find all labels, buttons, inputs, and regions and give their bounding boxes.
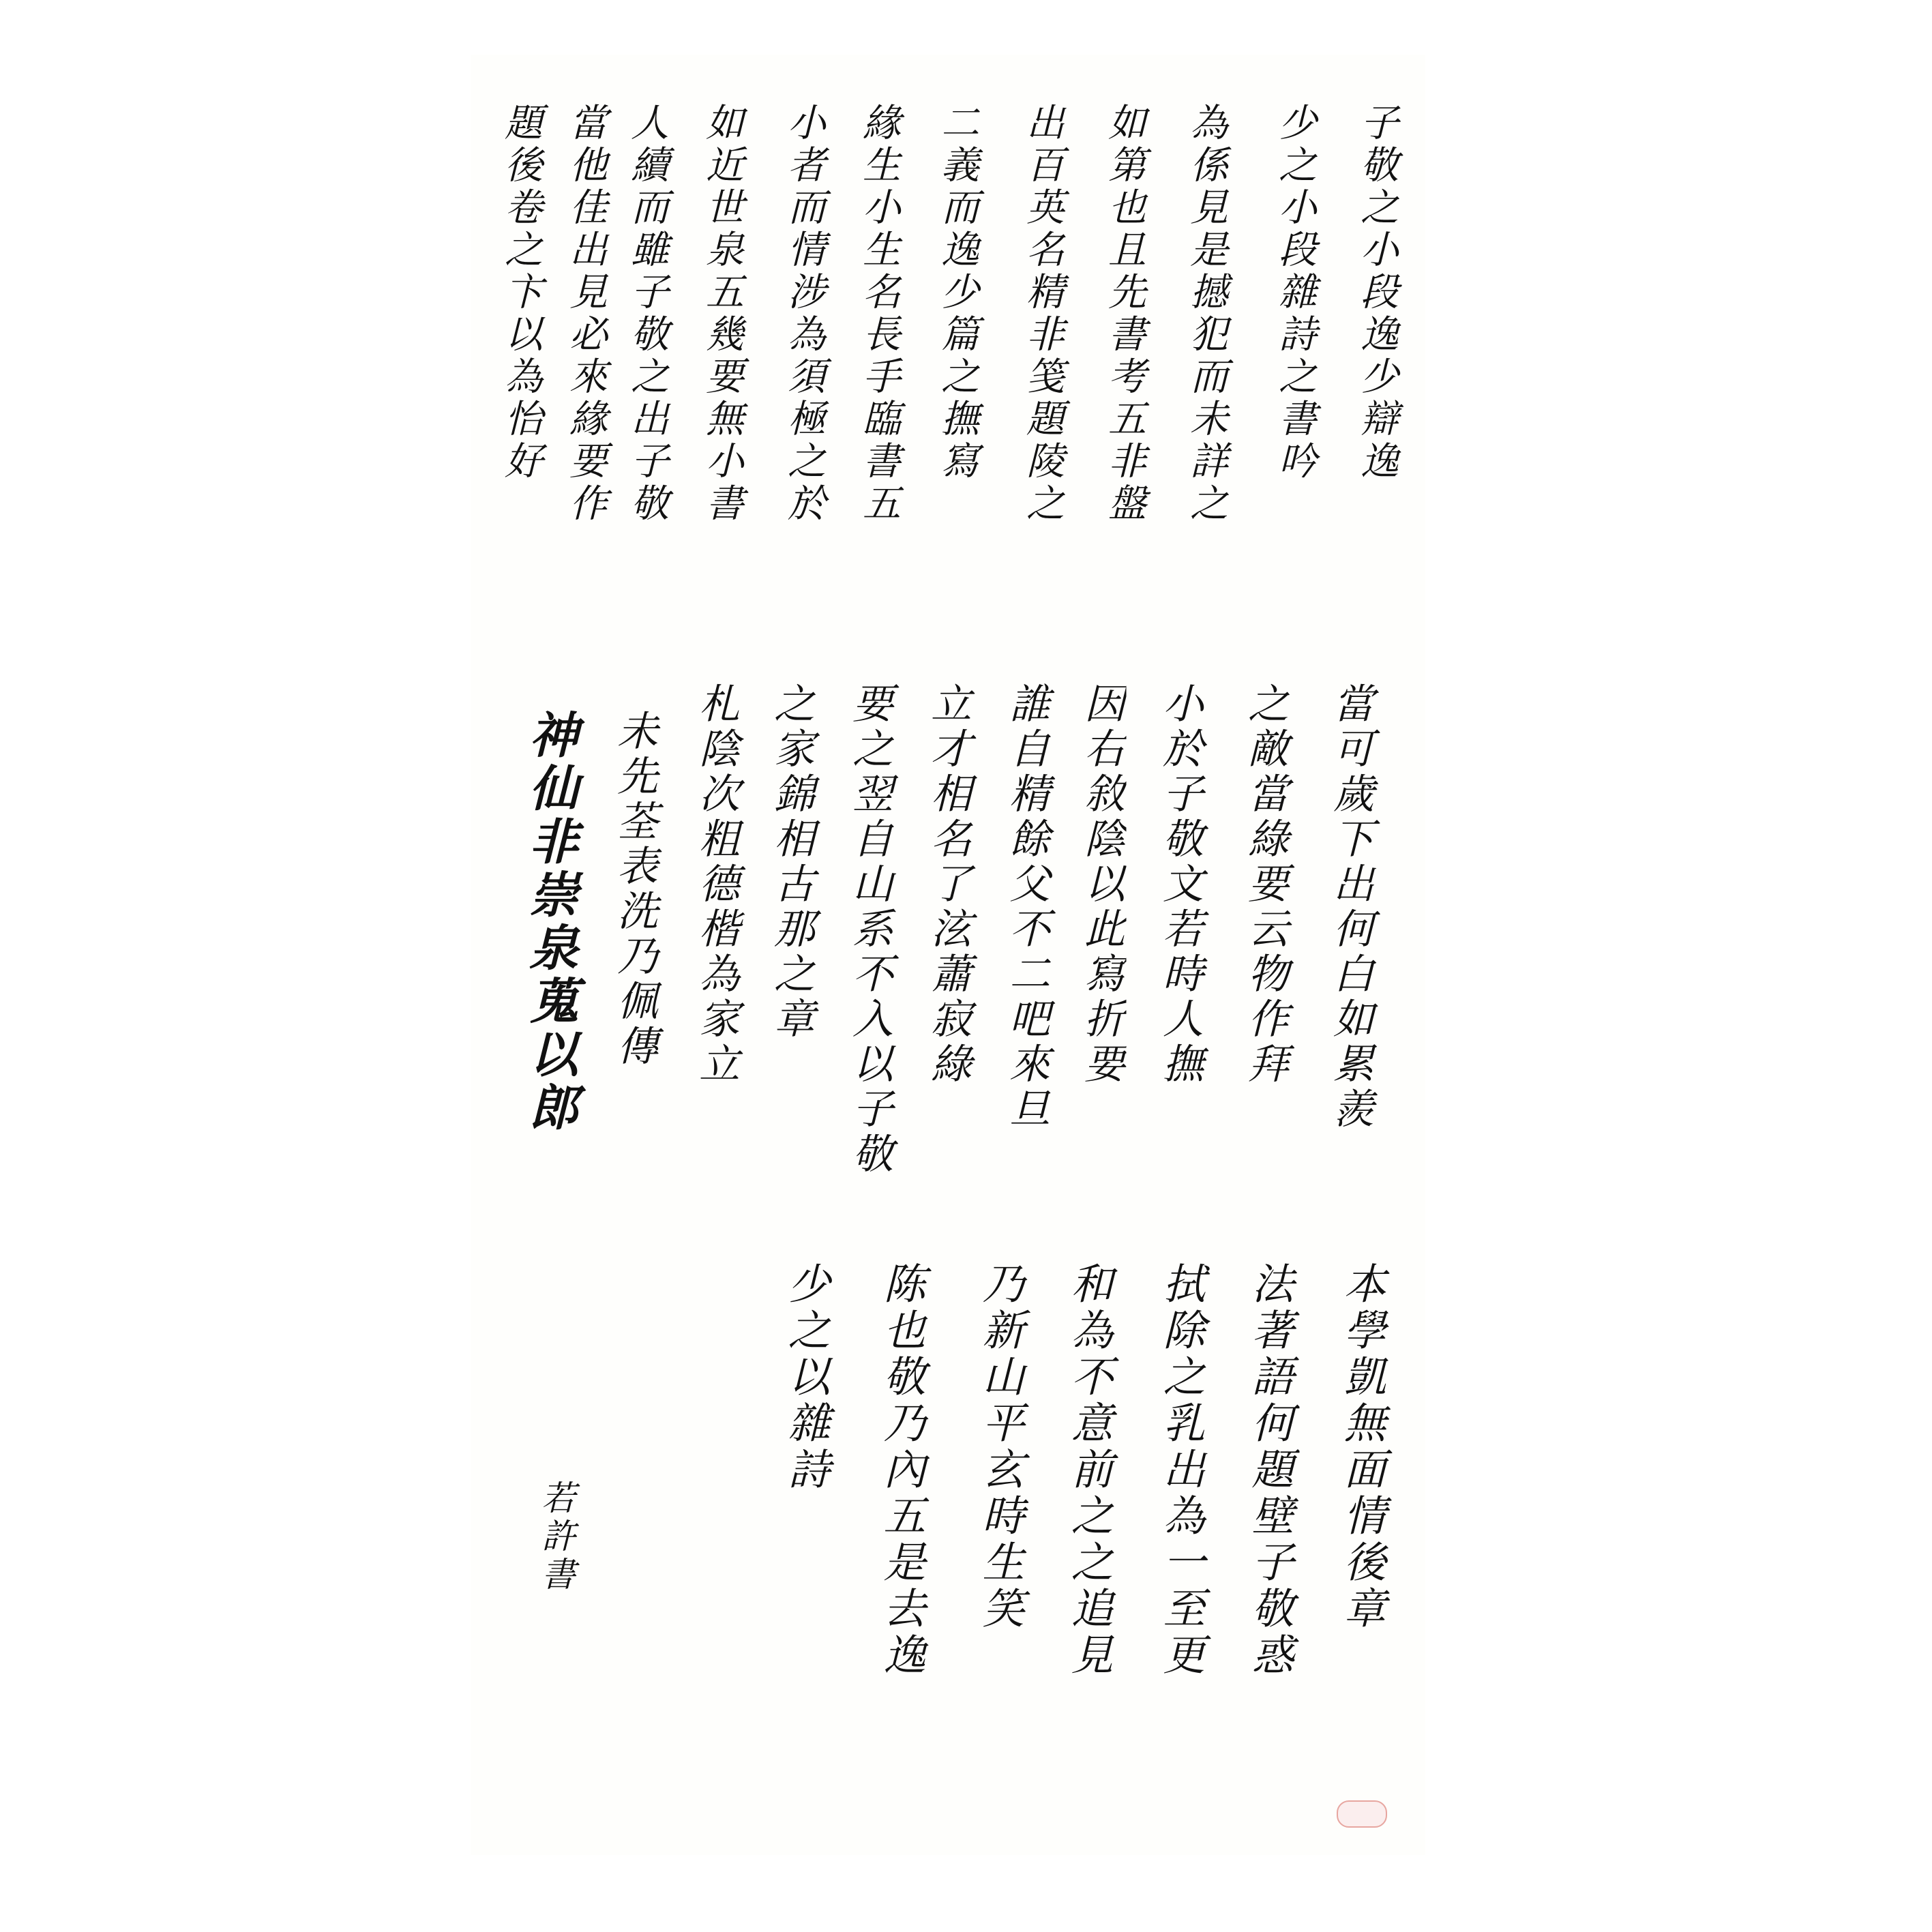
column: 法著語何題壁子敬惑	[1245, 1262, 1294, 1679]
column: 當可歲下出何白如累羨	[1326, 682, 1374, 1132]
column: 要之翌自山系不入以子敬	[846, 682, 893, 1177]
column: 題後卷之卞以為怡好	[499, 102, 543, 483]
column: 拭除之乳出為一至更	[1156, 1262, 1206, 1679]
column: 當他佳出見必來緣要作	[563, 102, 608, 525]
seal-stamp	[1337, 1800, 1387, 1828]
column: 出百英名精非笺題陵之	[1020, 102, 1065, 525]
column: 因右敘陰以此寫折要	[1078, 682, 1125, 1087]
column: 緣生小生名長手臨書五	[857, 102, 901, 525]
column: 神仙非崇泉蒐以郎	[521, 709, 579, 1135]
column: 札陰次粗德楷為家立	[692, 682, 740, 1087]
column: 之敵當綠要云物作拜	[1241, 682, 1289, 1087]
column: 陈也敬乃內五是去逸	[876, 1262, 926, 1679]
column: 少之小段雜詩之書吟	[1273, 102, 1317, 483]
column: 子敬之小段逸少辯逸	[1354, 102, 1399, 483]
column: 本學凱無面情後章	[1337, 1262, 1386, 1633]
column: 未先荃表洗乃佩傳	[610, 709, 658, 1069]
column: 小於子敬文若時人撫	[1156, 682, 1204, 1087]
column: 二義而逸少篇之撫寫	[935, 102, 979, 483]
signature: 若許書	[536, 1480, 576, 1594]
column: 如近世泉五幾要無小書	[700, 102, 744, 525]
column: 乃新山平玄時生笑	[975, 1262, 1025, 1633]
column: 小者而情涉為須極之於	[782, 102, 826, 525]
column: 如第也且先書考五非盤	[1102, 102, 1146, 525]
column: 為係見是撼犯而未詳之	[1184, 102, 1228, 525]
column: 之家錦相古那之章	[767, 682, 815, 1042]
column: 誰自精餘父不二吧來旦	[1002, 682, 1050, 1132]
column: 立才相名了泫蕭寂綠	[924, 682, 972, 1087]
column: 人續而雖子敬之出子敬	[625, 102, 669, 525]
column: 和為不意前之之追見	[1064, 1262, 1114, 1679]
column: 少之以雜詩	[781, 1262, 831, 1493]
